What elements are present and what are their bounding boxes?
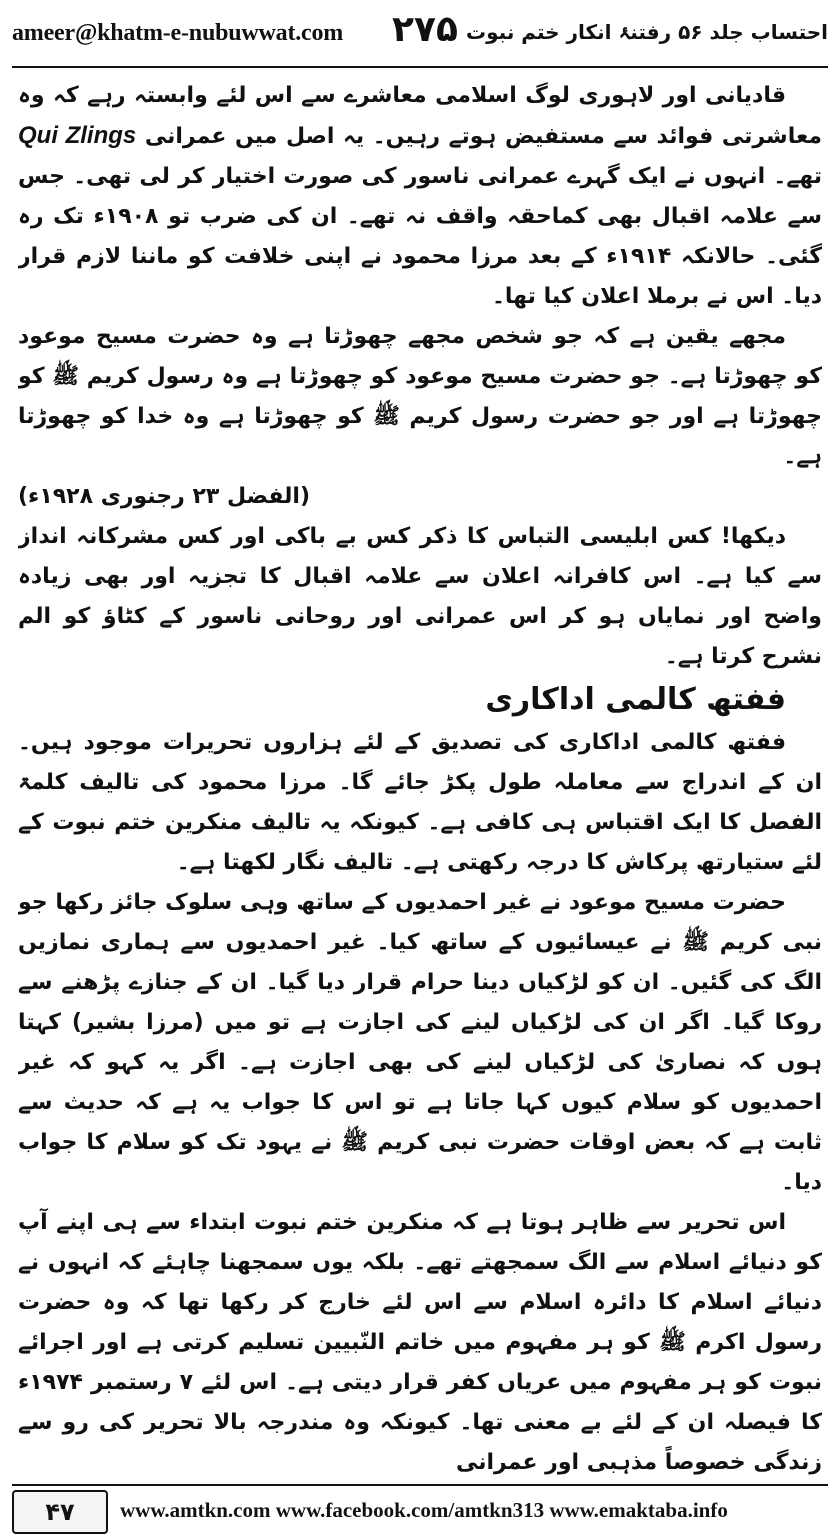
- paragraph-6: اس تحریر سے ظاہر ہوتا ہے کہ منکرین ختم نبوت ابتداء سے ہی اپنے آپ کو دنیائے اسلام سے الگ سمجھتے تھے۔ بلکہ یوں سمجھنا چاہئے کہ انہوں نے دنیائے اسلام کا دائرہ اسلام سے اس لئے خارج کر رکھا تھا کہ وہ حضرت رسول اکرم ﷺ کو ہر مفہوم میں خاتم النّبیین تسلیم کرتی ہے اور اجرائے نبوت کو ہر مفہوم میں عریاں کفر قرار دیتی ہے۔ اس لئے ۷ رستمبر ۱۹۷۴ء کا فیصلہ ان کے لئے بے معنی تھا۔ کیونکہ وہ مندرجہ بالا تحریر کی رو سے زندگی خصوصاً مذہبی اور عمرانی: [18, 1210, 822, 1475]
- page-footer: [12, 1490, 828, 1534]
- header-email-link[interactable]: ameer@khatm-e-nubuwwat.com: [12, 20, 344, 46]
- paragraph-1-text-b: تھے۔ انہوں نے ایک گہرے عمرانی ناسور کی صورت اختیار کر لی تھی۔ جس سے علامہ اقبال بھی کماحقہ واقف نہ تھے۔ ان کی ضرب تو ۱۹۰۸ء تک رہ گئی۔ حالانکہ ۱۹۱۴ء کے بعد مرزا محمود نے اپنی خلافت کو ماننا لازم قرار دیا۔ اس نے برملا اعلان کیا تھا۔: [18, 164, 822, 309]
- paragraph-5: حضرت مسیح موعود نے غیر احمدیوں کے ساتھ وہی سلوک جائز رکھا جو نبی کریم ﷺ نے عیسائیوں کے ساتھ کیا۔ غیر احمدیوں سے ہماری نمازیں الگ کی گئیں۔ ان کو لڑکیاں دینا حرام قرار دیا گیا۔ ان کے جنازے پڑھنے سے روکا گیا۔ اگر ان کی لڑکیاں لینے کی اجازت ہے تو میں (مرزا بشیر) کہتا ہوں کہ نصاریٰ کی لڑکیاں لینے کی بھی اجازت ہے۔ اگر یہ کہو کہ غیر احمدیوں کو سلام کیوں کہا جاتا ہے تو اس کا جواب یہ ہے کہ حدیث سے ثابت ہے کہ بعض اوقات حضرت نبی کریم ﷺ نے یہود تک کو سلام کا جواب دیا۔: [18, 890, 822, 1195]
- header-page-number: ۲۷۵: [392, 9, 458, 50]
- header-book-title: احتساب جلد ۵۶ رفتنۂ انکار ختم نبوت: [466, 20, 828, 44]
- paragraph-1-text-a: قادیانی اور لاہوری لوگ اسلامی معاشرے سے اس لئے وابستہ رہے کہ وہ معاشرتی فوائد سے مستفیض ہوتے رہیں۔ یہ اصل میں عمرانی: [18, 83, 822, 149]
- paragraph-4: ففتھ کالمی اداکاری کی تصدیق کے لئے ہزاروں تحریرات موجود ہیں۔ ان کے اندراج سے معاملہ طول پکڑ جائے گا۔ مرزا محمود کی تالیف کلمۃ الفصل کا ایک اقتباس ہی کافی ہے۔ کیونکہ یہ تالیف منکرین ختم نبوت کے لئے ستیارتھ پرکاش کا درجہ رکھتی ہے۔ تالیف نگار لکھتا ہے۔: [18, 730, 822, 875]
- quote-citation: (الفضل ۲۳ رجنوری ۱۹۲۸ء): [18, 484, 311, 509]
- header-divider: [12, 66, 828, 68]
- paragraph-3: دیکھا! کس ابلیسی التباس کا ذکر کس بے باکی اور کس مشرکانہ انداز سے کیا ہے۔ اس کافرانہ اعلان سے علامہ اقبال کا تجزیہ اور بھی زیادہ واضح اور نمایاں ہو کر اس عمرانی اور روحانی ناسور کے کٹاؤ کو الم نشرح کرتا ہے۔: [18, 524, 822, 669]
- footer-divider: [12, 1484, 828, 1486]
- latin-term: Qui Zlings: [18, 122, 137, 149]
- footer-website-links[interactable]: www.amtkn.com www.facebook.com/amtkn313 www.emaktaba.info: [120, 1498, 728, 1522]
- section-heading: ففتھ کالمی اداکاری: [485, 682, 786, 717]
- quote-paragraph: [18, 317, 822, 517]
- quote-text: مجھے یقین ہے کہ جو شخص مجھے چھوڑتا ہے وہ حضرت مسیح موعود کو چھوڑتا ہے۔ جو حضرت مسیح موعود کو چھوڑتا ہے وہ رسول کریم ﷺ کو چھوڑتا ہے اور جو حضرت رسول کریم ﷺ کو چھوڑتا ہے وہ خدا کو چھوڑتا ہے۔: [18, 324, 822, 469]
- footer-page-number: ۴۷: [12, 1490, 108, 1534]
- article-body: [18, 76, 822, 1476]
- paragraph-1: [18, 76, 822, 317]
- page-header: [12, 6, 828, 62]
